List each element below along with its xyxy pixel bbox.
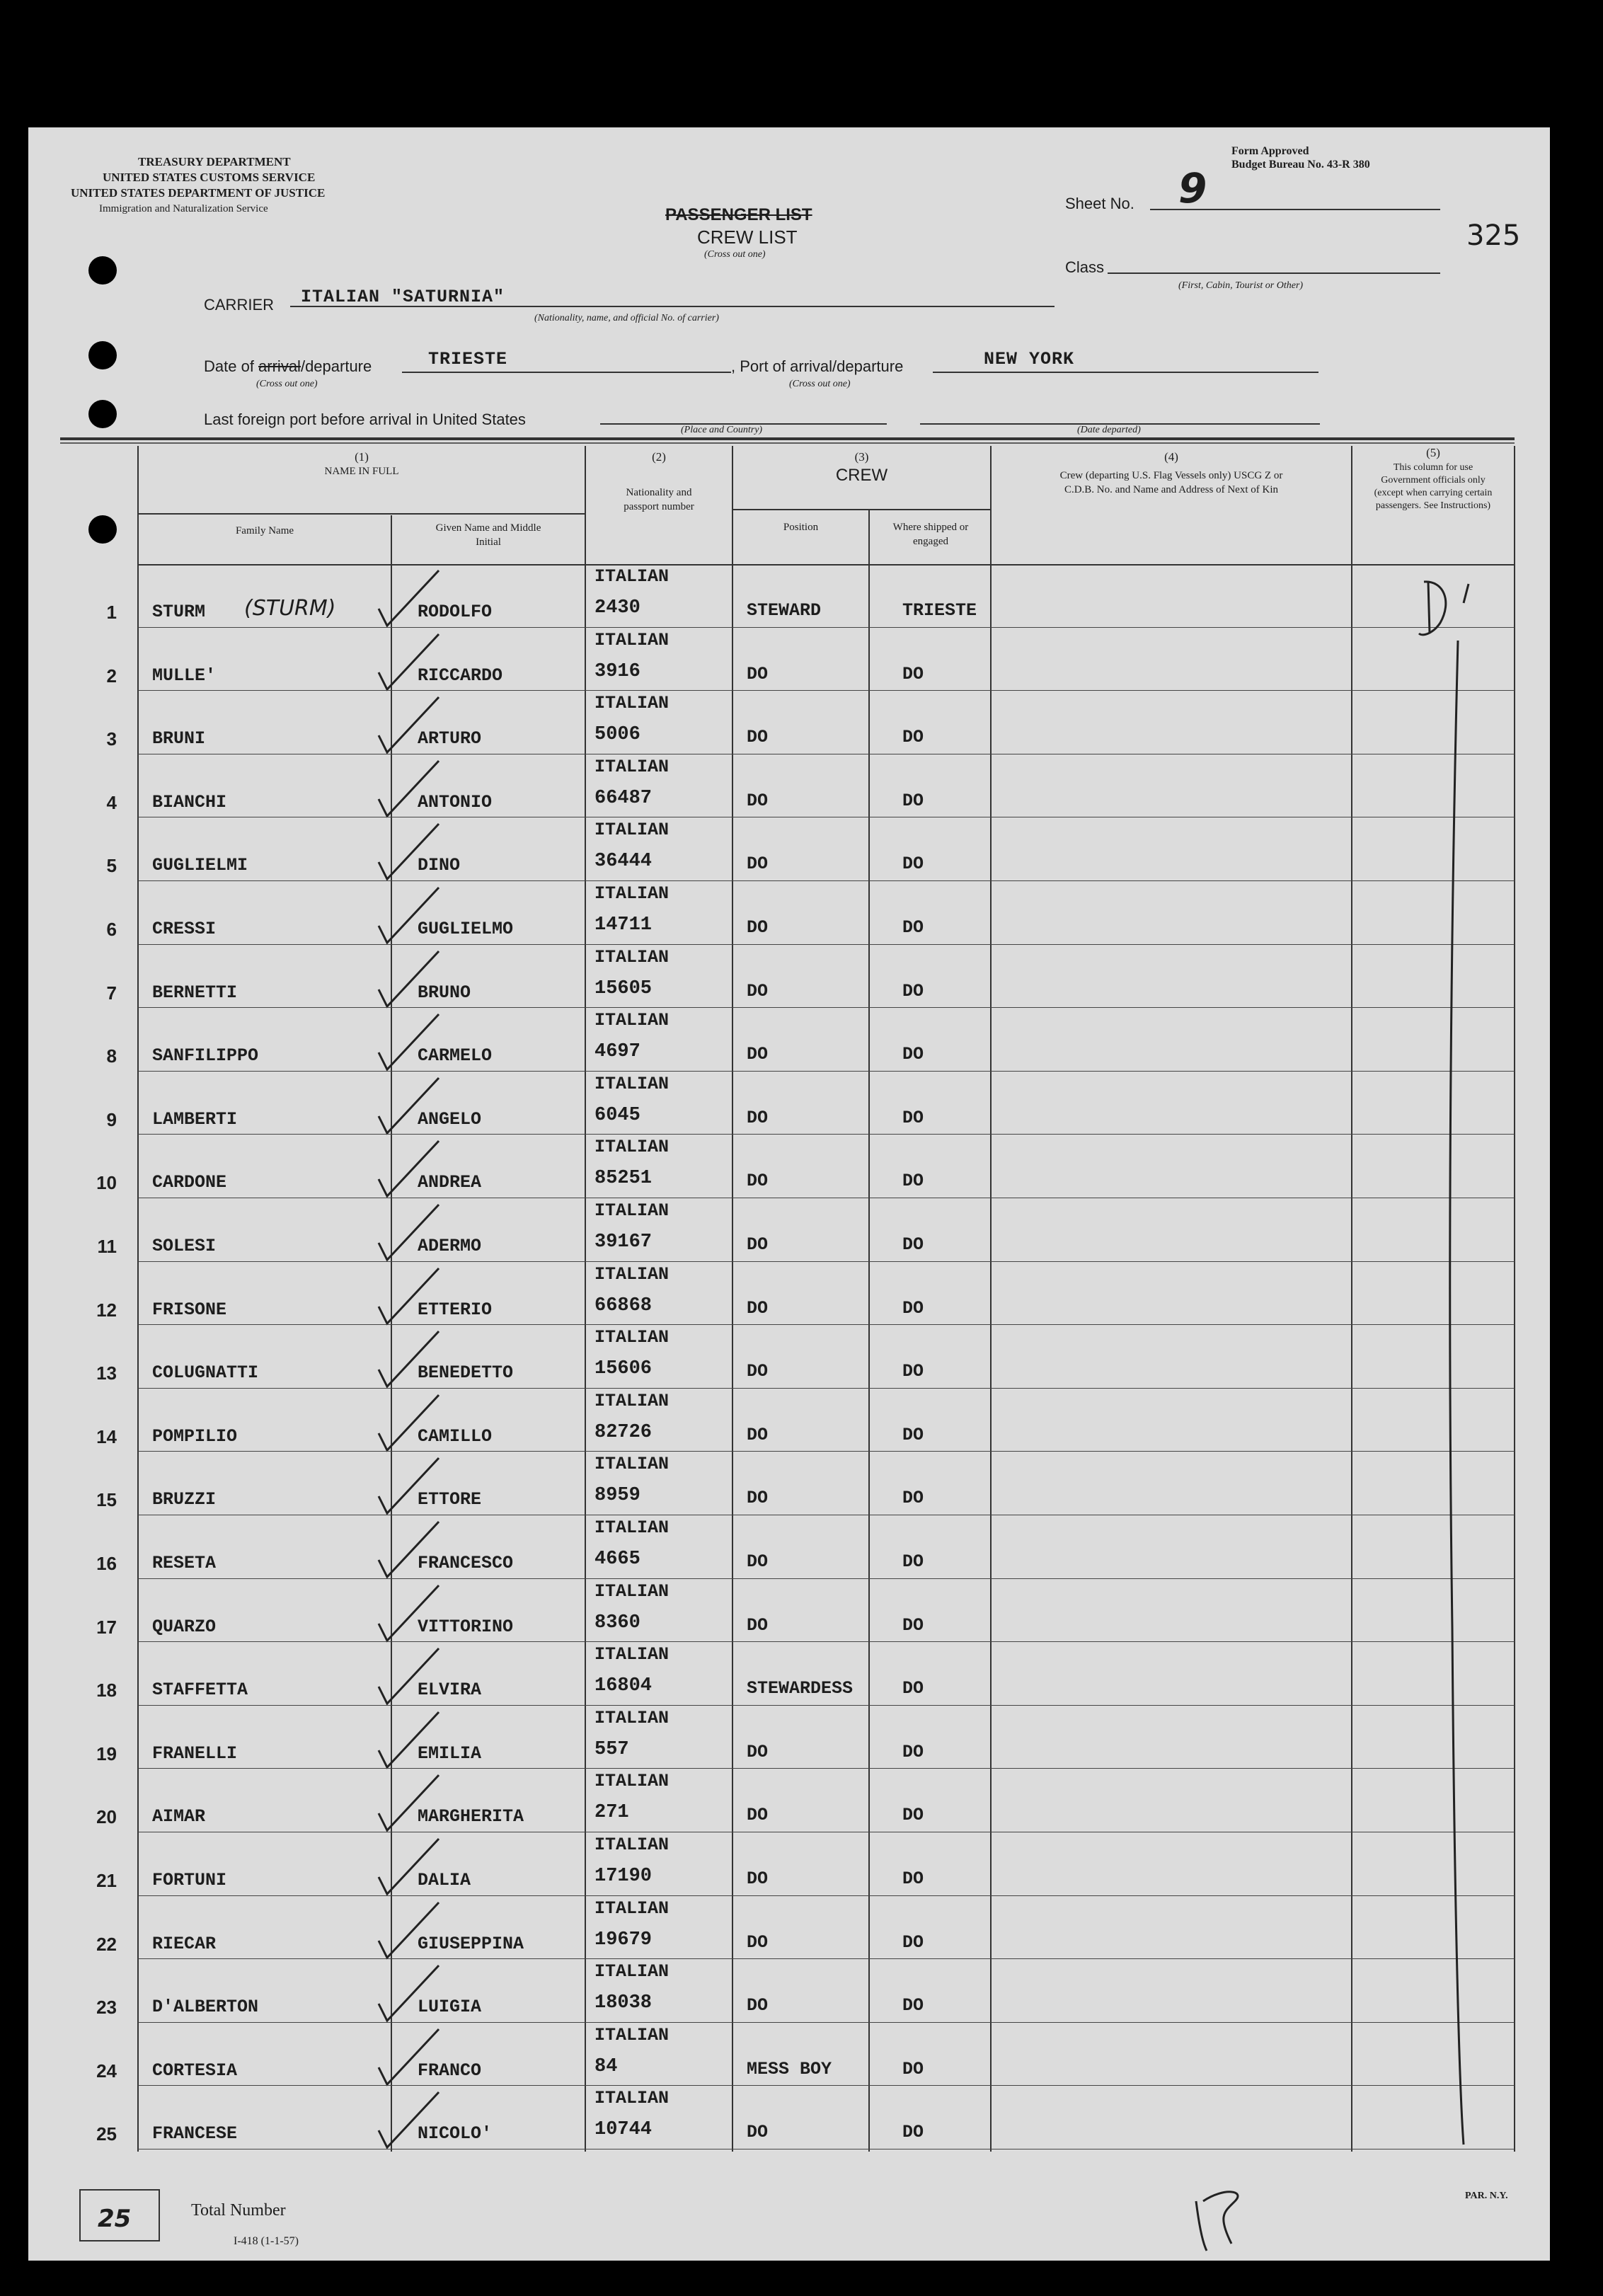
col1-number: (1) — [355, 450, 369, 464]
where-shipped: DO — [902, 1551, 924, 1572]
row-number: 19 — [96, 1743, 117, 1764]
family-name: BRUNI — [152, 728, 206, 750]
row-number: 20 — [96, 1806, 117, 1828]
passport-number: 14711 — [594, 914, 653, 936]
where-shipped: DO — [902, 1171, 924, 1192]
position: DO — [747, 790, 769, 811]
position: DO — [747, 1931, 769, 1953]
row-number: 3 — [106, 728, 117, 750]
given-name: CARMELO — [418, 1045, 493, 1067]
nationality: ITALIAN — [594, 566, 670, 587]
row-number: 14 — [96, 1425, 117, 1447]
total-box — [79, 2189, 160, 2242]
passport-number: 15606 — [594, 1358, 653, 1380]
family-name: BIANCHI — [152, 791, 227, 813]
family-name: POMPILIO — [152, 1425, 238, 1447]
position: STEWARDESS — [747, 1678, 854, 1699]
row-number: 24 — [96, 2060, 117, 2082]
given-name: BRUNO — [418, 982, 471, 1003]
where-shipped: DO — [902, 854, 924, 875]
where-shipped: DO — [902, 1614, 924, 1636]
family-name: LAMBERTI — [152, 1108, 238, 1130]
family-name: SOLESI — [152, 1236, 217, 1256]
passport-number: 10744 — [594, 2119, 653, 2141]
given-name: RODOLFO — [418, 602, 493, 622]
row-number: 17 — [96, 1616, 117, 1638]
position: DO — [747, 1107, 769, 1128]
family-name: RIECAR — [152, 1933, 217, 1954]
row-number: 7 — [106, 982, 117, 1004]
nationality: ITALIAN — [594, 820, 670, 841]
position: DO — [747, 1171, 769, 1192]
form-approved: Form Approved — [1231, 145, 1309, 157]
family-name: AIMAR — [152, 1806, 206, 1827]
given-name: EMILIA — [418, 1743, 482, 1764]
row-number: 10 — [96, 1172, 117, 1194]
family-name: STAFFETTA — [152, 1680, 248, 1701]
nationality: ITALIAN — [594, 629, 670, 650]
position: DO — [747, 1805, 769, 1826]
position: DO — [747, 917, 769, 938]
position: DO — [747, 1361, 769, 1382]
given-name: DINO — [418, 855, 461, 876]
given-name: GUGLIELMO — [418, 919, 514, 939]
page-title: CREW LIST — [697, 226, 798, 248]
position: DO — [747, 1044, 769, 1065]
title-struck: PASSENGER LIST — [665, 205, 812, 224]
carrier-value: ITALIAN "SATURNIA" — [301, 287, 505, 307]
passport-number: 557 — [594, 1738, 629, 1760]
class-label: Class — [1065, 258, 1105, 276]
family-name: STURM — [152, 602, 206, 622]
date-departed-note: (Date departed) — [1077, 425, 1141, 435]
where-shipped: DO — [902, 1869, 924, 1889]
col5-number: (5) — [1426, 446, 1440, 459]
row-number: 11 — [97, 1236, 117, 1257]
where-shipped: DO — [902, 1488, 924, 1509]
nationality: ITALIAN — [594, 1644, 670, 1665]
family-name: GUGLIELMI — [152, 855, 248, 876]
where-shipped-header: Where shipped or engaged — [892, 522, 969, 547]
where-shipped: DO — [902, 980, 924, 1001]
given-name: LUIGIA — [418, 1997, 482, 2018]
row-number: 18 — [96, 1680, 117, 1701]
where-shipped: DO — [902, 1297, 924, 1319]
position: DO — [747, 980, 769, 1001]
given-name: ARTURO — [418, 728, 482, 750]
family-name: BRUZZI — [152, 1489, 217, 1510]
family-name: SANFILIPPO — [152, 1045, 259, 1067]
passport-number: 82726 — [594, 1421, 653, 1443]
given-name: GIUSEPPINA — [418, 1933, 524, 1954]
col4-title: Crew (departing U.S. Flag Vessels only) USCG Z or C.D.B. No. and Name and Address of Next of Kin — [1059, 470, 1283, 495]
passport-number: 3916 — [594, 660, 640, 682]
nationality: ITALIAN — [594, 1200, 670, 1221]
col3-number: (3) — [854, 450, 869, 464]
where-shipped: DO — [902, 1678, 924, 1699]
nationality: ITALIAN — [594, 756, 670, 777]
col2-number: (2) — [652, 450, 666, 464]
passport-number: 17190 — [594, 1866, 653, 1887]
date-label-pre: Date of — [204, 357, 259, 375]
where-shipped: DO — [902, 1044, 924, 1065]
nationality: ITALIAN — [594, 2024, 670, 2045]
row-number: 6 — [106, 919, 117, 940]
row-number: 12 — [96, 1299, 117, 1321]
row-number: 25 — [96, 2123, 117, 2145]
row-number: 13 — [96, 1362, 117, 1384]
position-header: Position — [783, 522, 819, 533]
given-name: FRANCO — [418, 2060, 482, 2081]
passport-number: 271 — [594, 1802, 629, 1824]
given-name: ANDREA — [418, 1172, 482, 1193]
where-shipped: DO — [902, 663, 924, 684]
page-number: 325 — [1466, 219, 1521, 252]
row-number: 23 — [96, 1997, 117, 2019]
date-label-post: /departure — [300, 357, 372, 375]
nationality: ITALIAN — [594, 2088, 670, 2109]
budget-bureau: Budget Bureau No. 43-R 380 — [1231, 159, 1370, 171]
row-number: 9 — [106, 1108, 117, 1130]
nationality: ITALIAN — [594, 1835, 670, 1855]
agency-line: TREASURY DEPARTMENT — [138, 155, 291, 168]
where-shipped: TRIESTE — [902, 600, 977, 621]
row-number: 22 — [96, 1933, 117, 1955]
where-shipped: DO — [902, 1931, 924, 1953]
nationality: ITALIAN — [594, 1771, 670, 1792]
col3-title: CREW — [835, 466, 888, 485]
passport-number: 39167 — [594, 1232, 653, 1253]
passport-number: 18038 — [594, 1992, 653, 2014]
title-note: (Cross out one) — [704, 249, 766, 260]
nationality: ITALIAN — [594, 1707, 670, 1728]
position: DO — [747, 1741, 769, 1762]
position: DO — [747, 1551, 769, 1572]
passport-number: 66868 — [594, 1295, 653, 1316]
given-name: ETTERIO — [418, 1299, 493, 1320]
nationality: ITALIAN — [594, 1580, 670, 1602]
position: DO — [747, 1995, 769, 2016]
passport-number: 66487 — [594, 787, 653, 809]
cross-out-note-2: (Cross out one) — [789, 379, 851, 389]
passport-number: 36444 — [594, 851, 653, 873]
family-name: D'ALBERTON — [152, 1997, 259, 2018]
family-name: COLUGNATTI — [152, 1362, 259, 1384]
class-note: (First, Cabin, Tourist or Other) — [1178, 280, 1304, 291]
nationality: ITALIAN — [594, 883, 670, 904]
sheet-number: 9 — [1178, 164, 1207, 212]
position: DO — [747, 1424, 769, 1445]
passport-number: 15605 — [594, 977, 653, 999]
family-name: FRANELLI — [152, 1743, 238, 1764]
col1-title: NAME IN FULL — [324, 466, 399, 477]
family-name-header: Family Name — [235, 525, 294, 536]
nationality: ITALIAN — [594, 1961, 670, 1982]
nationality: ITALIAN — [594, 946, 670, 968]
family-name: FRISONE — [152, 1299, 227, 1320]
family-name: RESETA — [152, 1553, 217, 1573]
where-shipped: DO — [902, 2122, 924, 2143]
position: DO — [747, 1869, 769, 1889]
passport-number: 4665 — [594, 1549, 640, 1570]
where-shipped: DO — [902, 1741, 924, 1762]
family-name: BERNETTI — [152, 982, 238, 1003]
where-shipped: DO — [902, 1361, 924, 1382]
agency-line: UNITED STATES DEPARTMENT OF JUSTICE — [71, 186, 326, 200]
where-shipped: DO — [902, 1995, 924, 2016]
nationality: ITALIAN — [594, 693, 670, 714]
port-value: NEW YORK — [984, 349, 1075, 369]
row-number: 15 — [96, 1489, 117, 1511]
position: DO — [747, 1234, 769, 1255]
family-name: CRESSI — [152, 919, 217, 939]
passport-number: 84 — [594, 2055, 618, 2077]
total-label: Total Number — [191, 2201, 286, 2220]
family-name: FORTUNI — [152, 1870, 227, 1890]
name-annotation: (STURM) — [244, 596, 336, 621]
row-number: 4 — [106, 791, 117, 813]
nationality: ITALIAN — [594, 1454, 670, 1475]
passport-number: 8959 — [594, 1485, 640, 1507]
passport-number: 4697 — [594, 1041, 640, 1063]
family-name: MULLE' — [152, 665, 217, 686]
passport-number: 16804 — [594, 1675, 653, 1697]
total-value: 25 — [98, 2205, 132, 2233]
where-shipped: DO — [902, 1234, 924, 1255]
position: STEWARD — [747, 600, 822, 621]
row-number: 16 — [96, 1553, 117, 1574]
col5-title: This column for use Government officials only (except when carrying certain passengers. See Instructions) — [1374, 462, 1493, 511]
family-name: QUARZO — [152, 1616, 217, 1637]
passport-number: 6045 — [594, 1104, 640, 1126]
given-name: CAMILLO — [418, 1425, 493, 1447]
passport-number: 19679 — [594, 1929, 653, 1951]
form-id: I-418 (1-1-57) — [234, 2235, 299, 2247]
position: DO — [747, 2122, 769, 2143]
given-name: ANGELO — [418, 1108, 482, 1130]
given-name: NICOLO' — [418, 2123, 493, 2145]
where-shipped: DO — [902, 1805, 924, 1826]
position: DO — [747, 854, 769, 875]
carrier-note: (Nationality, name, and official No. of carrier) — [534, 313, 719, 323]
row-number: 21 — [96, 1870, 117, 1891]
passport-number: 2430 — [594, 597, 640, 619]
given-name: MARGHERITA — [418, 1806, 524, 1827]
family-name: CORTESIA — [152, 2060, 238, 2081]
family-name: FRANCESE — [152, 2123, 238, 2145]
col4-number: (4) — [1164, 450, 1178, 464]
nationality: ITALIAN — [594, 1010, 670, 1031]
col2-title: Nationality and passport number — [624, 487, 694, 512]
passport-number: 85251 — [594, 1168, 653, 1190]
where-shipped: DO — [902, 2058, 924, 2079]
given-name: ADERMO — [418, 1236, 482, 1256]
nationality: ITALIAN — [594, 1327, 670, 1348]
row-number: 2 — [106, 665, 117, 687]
last-port-label: Last foreign port before arrival in United States — [204, 411, 526, 428]
position: DO — [747, 1614, 769, 1636]
printer-mark: PAR. N.Y. — [1465, 2191, 1508, 2201]
row-number: 8 — [106, 1045, 117, 1067]
row-number: 5 — [106, 855, 117, 877]
where-shipped: DO — [902, 1424, 924, 1445]
given-name: RICCARDO — [418, 665, 503, 686]
given-name: ETTORE — [418, 1489, 482, 1510]
where-shipped: DO — [902, 790, 924, 811]
position: DO — [747, 727, 769, 748]
date-label-struck: arrival — [258, 357, 301, 375]
nationality: ITALIAN — [594, 1137, 670, 1158]
given-name: DALIA — [418, 1870, 471, 1890]
where-shipped: DO — [902, 727, 924, 748]
given-name: ELVIRA — [418, 1680, 482, 1701]
passport-number: 8360 — [594, 1612, 640, 1634]
given-name-header: Given Name and Middle Initial — [435, 522, 541, 548]
nationality: ITALIAN — [594, 1263, 670, 1285]
agency-line: Immigration and Naturalization Service — [99, 203, 268, 214]
date-value: TRIESTE — [428, 349, 508, 369]
sheet-label: Sheet No. — [1065, 195, 1134, 212]
family-name: CARDONE — [152, 1172, 227, 1193]
cross-out-note-1: (Cross out one) — [256, 379, 318, 389]
position: DO — [747, 663, 769, 684]
given-name: FRANCESCO — [418, 1553, 514, 1573]
position: DO — [747, 1488, 769, 1509]
row-number: 1 — [106, 602, 117, 623]
given-name: VITTORINO — [418, 1616, 514, 1637]
place-note: (Place and Country) — [681, 425, 763, 435]
nationality: ITALIAN — [594, 1073, 670, 1094]
carrier-label: CARRIER — [204, 296, 275, 314]
nationality: ITALIAN — [594, 1390, 670, 1411]
nationality: ITALIAN — [594, 1517, 670, 1538]
given-name: ANTONIO — [418, 791, 493, 813]
position: DO — [747, 1297, 769, 1319]
port-label: , Port of arrival/departure — [731, 357, 904, 375]
where-shipped: DO — [902, 1107, 924, 1128]
where-shipped: DO — [902, 917, 924, 938]
given-name: BENEDETTO — [418, 1362, 514, 1384]
position: MESS BOY — [747, 2058, 832, 2079]
passport-number: 5006 — [594, 724, 640, 746]
agency-line: UNITED STATES CUSTOMS SERVICE — [103, 171, 316, 184]
nationality: ITALIAN — [594, 1898, 670, 1919]
